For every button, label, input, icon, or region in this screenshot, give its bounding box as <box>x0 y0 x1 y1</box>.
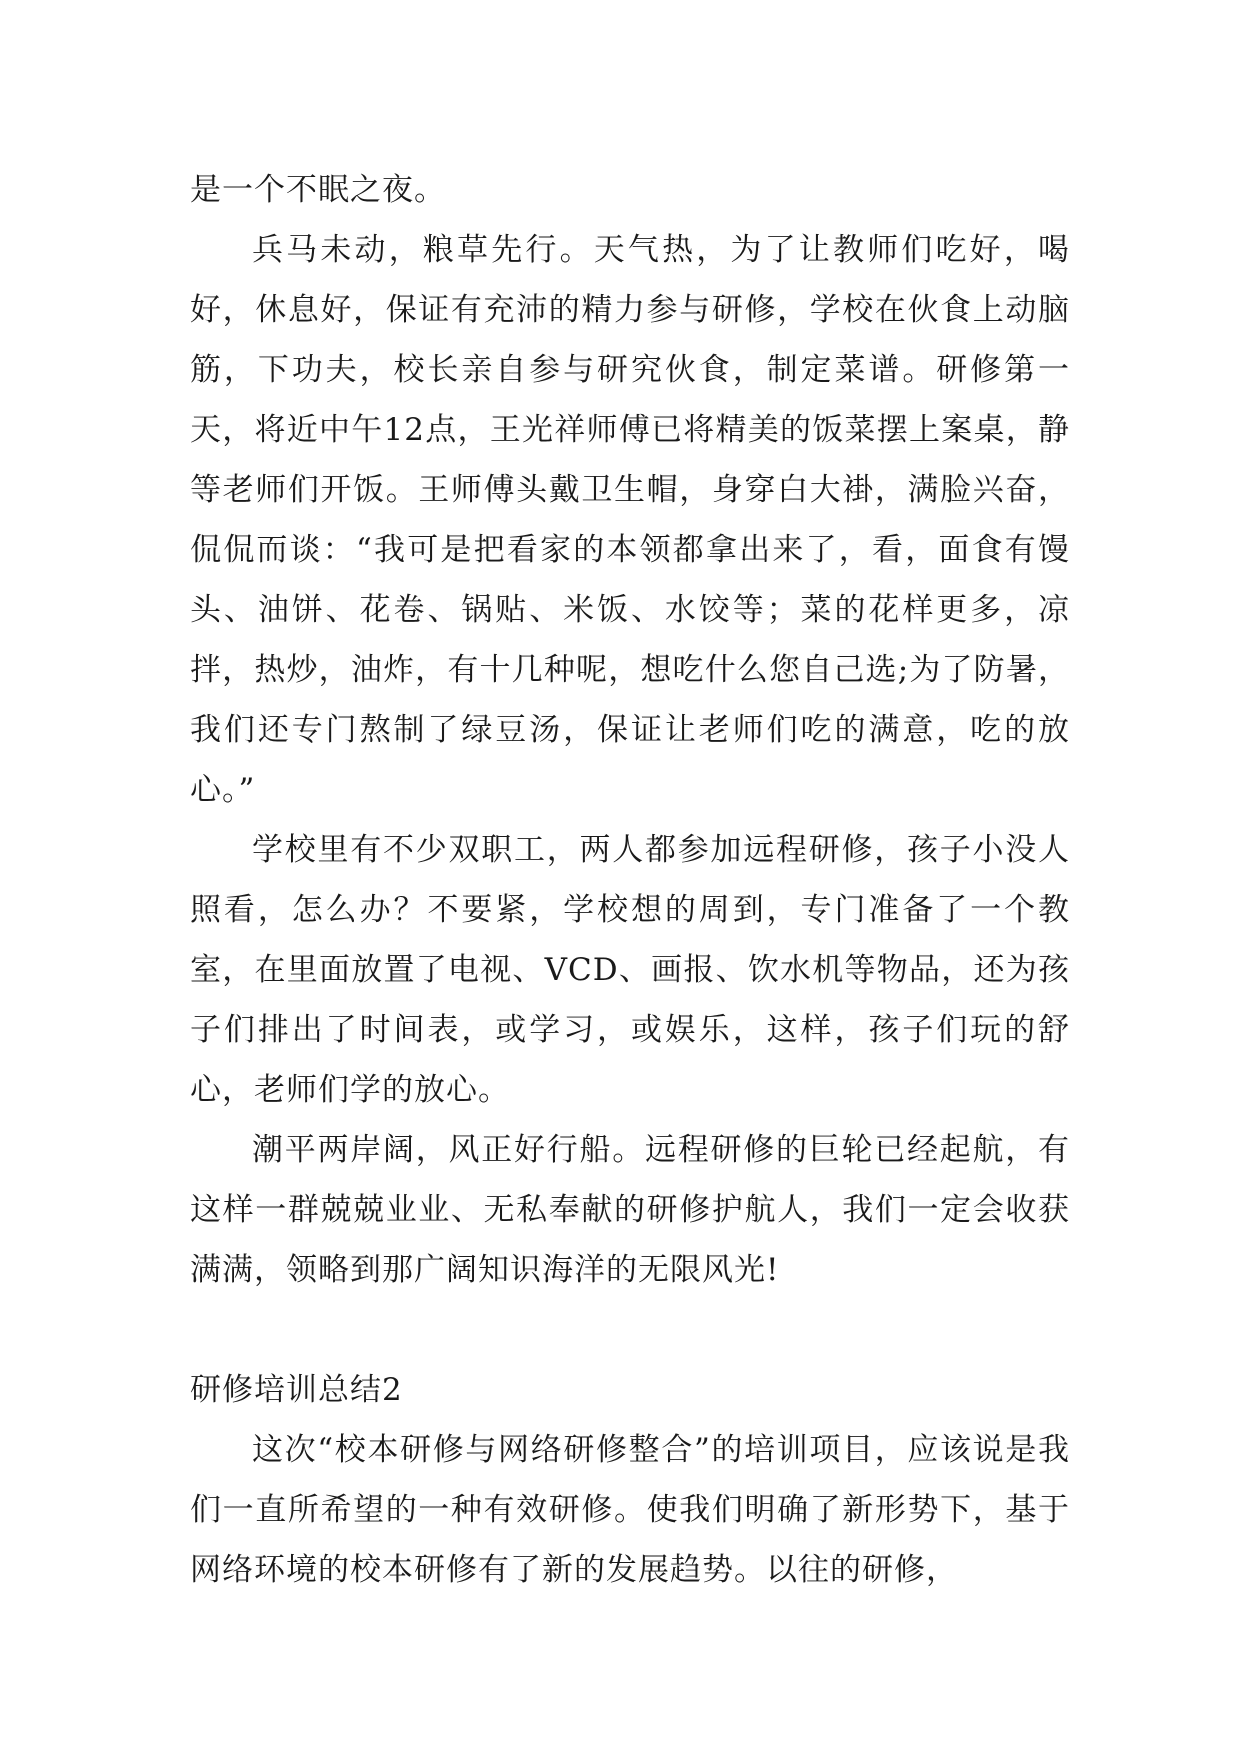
paragraph-summary-intro: 这次“校本研修与网络研修整合”的培训项目，应该说是我们一直所希望的一种有效研修。使我们明确了新形势下，基于网络环境的校本研修有了新的发展趋势。以往的研修， <box>190 1432 1070 1588</box>
document-body <box>190 160 1070 1600</box>
section-title: 研修培训总结2 <box>190 1372 403 1408</box>
paragraph-childcare: 学校里有不少双职工，两人都参加远程研修，孩子小没人照看，怎么办？不要紧，学校想的周到，专门准备了一个教室，在里面放置了电视、VCD、画报、饮水机等物品，还为孩子们排出了时间表，或学习，或娱乐，这样，孩子们玩的舒心，老师们学的放心。 <box>190 832 1070 1108</box>
paragraph-continuation: 是一个不眠之夜。 <box>190 172 446 208</box>
paragraph-closing: 潮平两岸阔，风正好行船。远程研修的巨轮已经起航，有这样一群兢兢业业、无私奉献的研修护航人，我们一定会收获满满，领略到那广阔知识海洋的无限风光! <box>190 1132 1070 1288</box>
paragraph-canteen: 兵马未动，粮草先行。天气热，为了让教师们吃好，喝好，休息好，保证有充沛的精力参与研修，学校在伙食上动脑筋，下功夫，校长亲自参与研究伙食，制定菜谱。研修第一天，将近中午12点，王光祥师傅已将精美的饭菜摆上案桌，静等老师们开饭。王师傅头戴卫生帽，身穿白大褂，满脸兴奋，侃侃而谈：“我可是把看家的本领都拿出来了，看，面食有馒头、油饼、花卷、锅贴、米饭、水饺等；菜的花样更多，凉拌，热炒，油炸，有十几种呢，想吃什么您自己选;为了防暑，我们还专门熬制了绿豆汤，保证让老师们吃的满意，吃的放心。” <box>190 232 1070 808</box>
